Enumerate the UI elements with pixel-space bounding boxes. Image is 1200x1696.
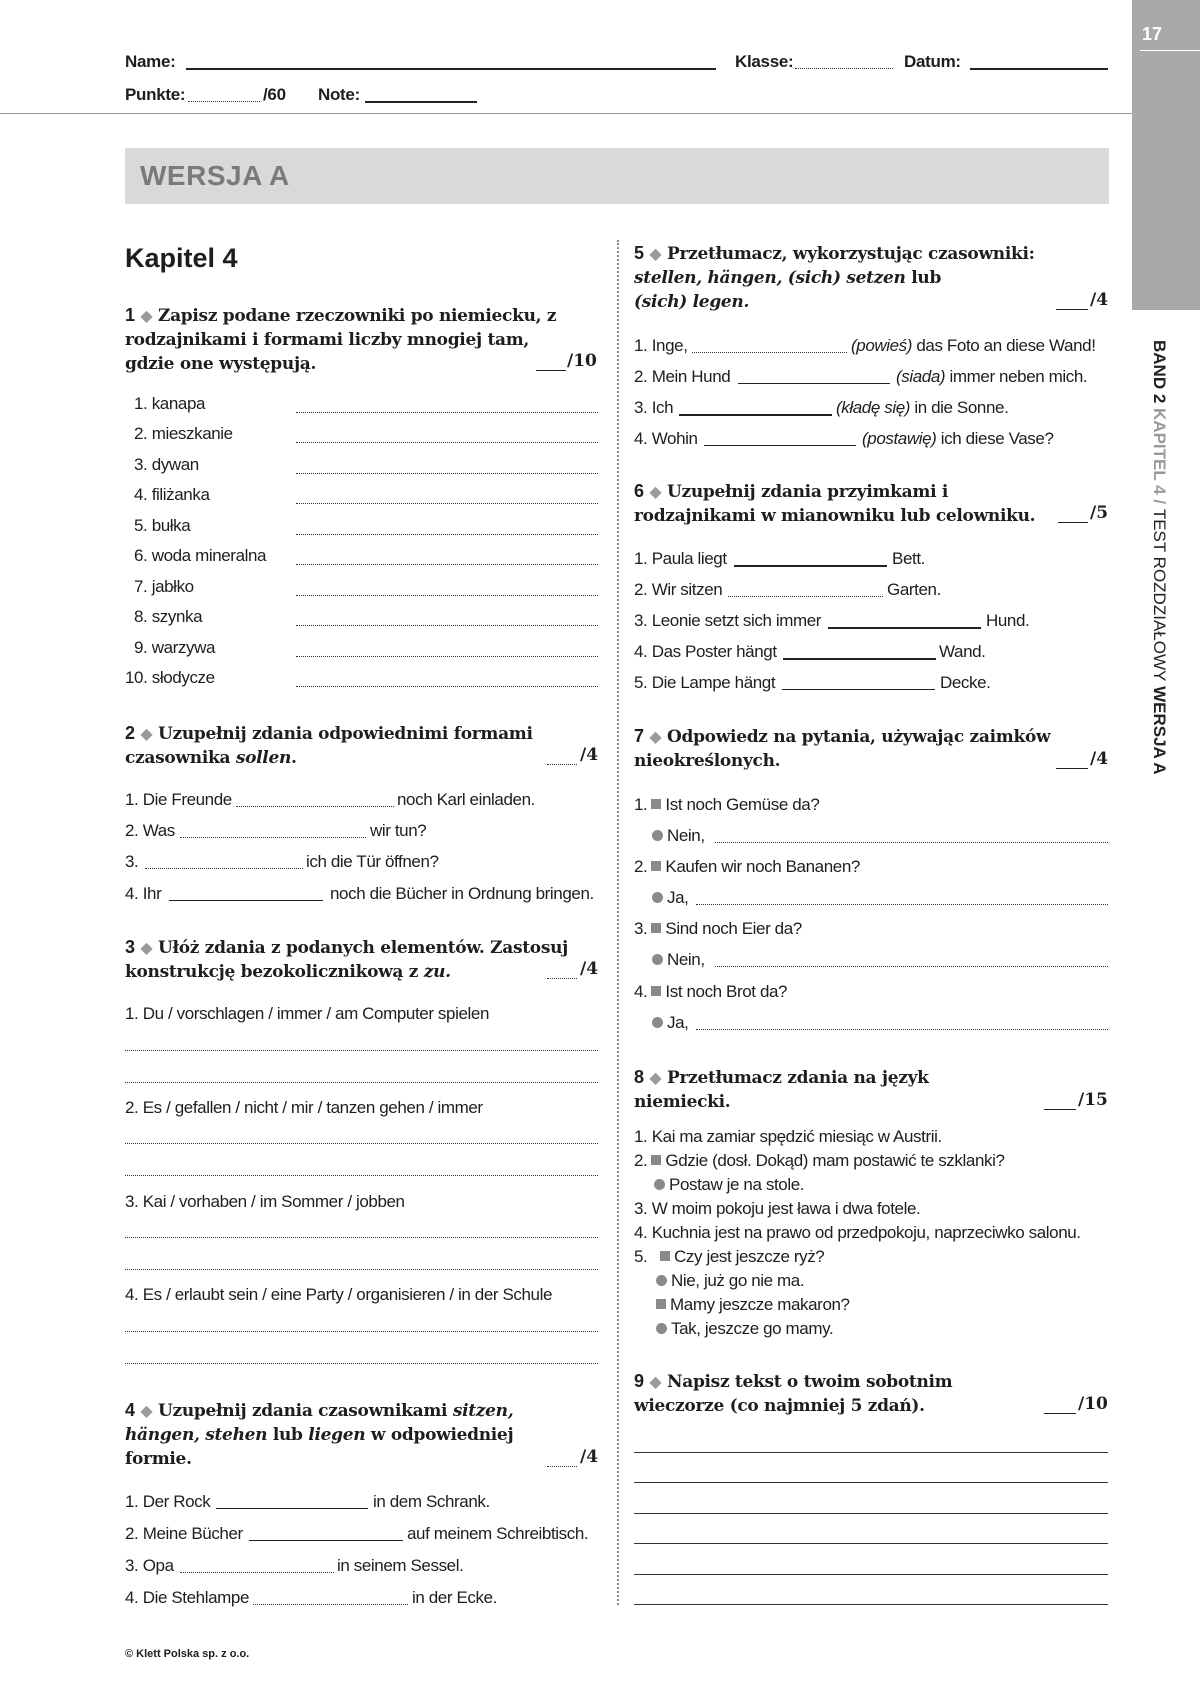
task8-sentence-5b — [652, 1271, 804, 1291]
task8-sentence-5a: Czy jest jeszcze ryż? — [674, 1247, 825, 1266]
square-bullet-icon — [651, 1155, 661, 1165]
answer-line[interactable] — [296, 595, 598, 596]
task5-item-2-b: immer neben mich. — [949, 367, 1088, 386]
task5-item-1-rest — [851, 336, 1096, 356]
task3-text: Ułóż zdania z podanych elementów. Zastosuj konstrukcję bezokolicznikową z — [125, 938, 569, 982]
task6-item-4-a: 4. Das Poster hängt — [634, 642, 777, 661]
list-item: 9. warzywa — [134, 638, 216, 657]
task8-sentence-2-text: Gdzie (dosł. Dokąd) mam postawić te szklanki? — [665, 1151, 1005, 1170]
page-number-rule — [1140, 50, 1200, 51]
task2-verb: sollen — [235, 748, 292, 768]
task1-points-field[interactable] — [536, 370, 566, 371]
answer-line[interactable] — [296, 656, 598, 657]
list-item: 6. woda mineralna — [134, 546, 267, 565]
task4-item-1-b: in dem Schrank. — [373, 1492, 490, 1511]
task2-text: Uzupełnij zdania odpowiednimi formami czasownika — [125, 724, 533, 768]
task5-item-1-b: das Foto an diese Wand! — [916, 336, 1096, 355]
answer-line[interactable] — [783, 658, 936, 660]
answer-line[interactable] — [828, 627, 981, 629]
task9-text: Napisz tekst o twoim sobotnim wieczorze (co najmniej 5 zdań). — [634, 1372, 953, 1416]
task9-heading — [634, 1369, 1034, 1418]
task1-text: Zapisz podane rzeczowniki po niemiecku, z rodzajnikami i formami liczby mnogiej tam, gdzie one występują. — [125, 306, 557, 374]
task5-text-a: Przetłumacz, wykorzystując czasowniki: — [666, 244, 1035, 264]
task5-item-1-a: 1. Inge, — [634, 336, 688, 355]
task6-item-1-a: 1. Paula liegt — [634, 549, 727, 568]
list-item: 7. jabłko — [134, 577, 194, 596]
task3-zu: zu. — [423, 962, 451, 982]
task8-sentence-5 — [634, 1247, 824, 1267]
task3-item-3: 3. Kai / vorhaben / im Sommer / jobben — [125, 1192, 405, 1211]
answer-line[interactable] — [125, 1269, 598, 1270]
task5-points-field[interactable] — [1056, 309, 1088, 310]
answer-line[interactable] — [715, 966, 1108, 967]
punkte-field[interactable] — [188, 101, 260, 102]
klasse-field[interactable] — [795, 68, 893, 69]
circle-bullet-icon — [656, 1323, 667, 1334]
task6-item-5-b: Decke. — [940, 673, 991, 692]
diamond-icon: ◆ — [649, 727, 662, 746]
task7-q2-text: Kaufen wir noch Bananen? — [665, 857, 860, 876]
task7-a1 — [648, 826, 705, 846]
diamond-icon: ◆ — [140, 724, 153, 743]
task4-verbs: sitzen, hängen, stehen — [125, 1401, 514, 1445]
square-bullet-icon — [656, 1299, 666, 1309]
diamond-icon: ◆ — [140, 1401, 153, 1420]
list-item: 1. kanapa — [134, 394, 206, 413]
answer-line[interactable] — [125, 1331, 598, 1332]
task3-item-2: 2. Es / gefallen / nicht / mir / tanzen gehen / immer — [125, 1098, 483, 1117]
task7-q1-number: 1. — [634, 795, 648, 814]
task5-item-2-rest — [896, 367, 1087, 387]
task6-number: 6 — [634, 481, 644, 501]
task4-item-2-b: auf meinem Schreibtisch. — [407, 1524, 589, 1543]
list-item: 5. bułka — [134, 516, 191, 535]
side-kapitel: KAPITEL 4 / — [1150, 408, 1169, 505]
writing-line[interactable] — [634, 1574, 1108, 1575]
task5-item-4-rest — [862, 429, 1054, 449]
task5-item-4-a: 4. Wohin — [634, 429, 698, 448]
task8-sentence-5b-text: Nie, już go nie ma. — [671, 1271, 805, 1290]
answer-line[interactable] — [704, 445, 856, 446]
task4-text-a: Uzupełnij zdania czasownikami — [157, 1401, 448, 1421]
task5-item-4-b: ich diese Vase? — [940, 429, 1054, 448]
list-item: 4. filiżanka — [134, 485, 210, 504]
task7-q4-number: 4. — [634, 982, 648, 1001]
answer-line[interactable] — [692, 352, 847, 353]
task7-heading — [634, 724, 1054, 773]
task7-text: Odpowiedz na pytania, używając zaimków nieokreślonych. — [634, 727, 1051, 771]
answer-line[interactable] — [734, 565, 887, 567]
task3-heading — [125, 935, 585, 984]
task4-item-4-a: 4. Die Stehlampe — [125, 1588, 250, 1607]
header-divider — [0, 113, 1132, 114]
task7-q1-text: Ist noch Gemüse da? — [665, 795, 820, 814]
circle-bullet-icon — [652, 892, 663, 903]
task6-points: /5 — [1090, 503, 1109, 523]
side-band: BAND 2 — [1150, 340, 1169, 404]
task7-a2 — [648, 888, 688, 908]
answer-line[interactable] — [696, 1029, 1108, 1030]
task4-text-e: w odpowiedniej formie. — [125, 1425, 514, 1469]
task2-points: /4 — [580, 745, 599, 765]
task5-item-3-a: 3. Ich — [634, 398, 674, 417]
task4-item-3-a: 3. Opa — [125, 1556, 174, 1575]
task6-item-1-b: Bett. — [892, 549, 925, 568]
answer-line[interactable] — [296, 686, 598, 687]
answer-line[interactable] — [296, 412, 598, 413]
answer-line[interactable] — [296, 534, 598, 535]
task8-text: Przetłumacz zdania na język niemiecki. — [634, 1068, 929, 1112]
task6-heading — [634, 479, 1054, 528]
circle-bullet-icon — [656, 1275, 667, 1286]
page-number: 17 — [1142, 24, 1163, 44]
task2-heading: 2 ◆ Uzupełnij zdania odpowiednimi formami czasownika sollen. — [125, 723, 533, 768]
square-bullet-icon — [660, 1251, 670, 1261]
diamond-icon: ◆ — [649, 482, 662, 501]
version-title: WERSJA A — [140, 160, 290, 191]
circle-bullet-icon — [654, 1179, 665, 1190]
task5-item-3-hint: (kładę się) — [836, 398, 911, 417]
task8-number: 8 — [634, 1067, 644, 1087]
answer-line[interactable] — [180, 1572, 334, 1573]
task3-number: 3 — [125, 937, 135, 957]
answer-line[interactable] — [253, 1604, 408, 1605]
task5-verbs: stellen, hängen, (sich) setzen — [634, 268, 906, 288]
task8-number-5: 5. — [634, 1247, 648, 1266]
task9-points-field[interactable] — [1044, 1413, 1076, 1414]
task4-text-c: lub — [272, 1425, 303, 1445]
task8-sentence-1: 1. Kai ma zamiar spędzić miesiąc w Austrii. — [634, 1127, 942, 1146]
answer-line[interactable] — [696, 904, 1108, 905]
task4-points-field[interactable] — [547, 1466, 577, 1467]
answer-line[interactable] — [236, 806, 394, 807]
task9-number: 9 — [634, 1371, 644, 1391]
task6-text: Uzupełnij zdania przyimkami i rodzajnikami w mianowniku lub celowniku. — [634, 482, 1036, 526]
task8-number-2: 2. — [634, 1151, 648, 1170]
square-bullet-icon — [651, 799, 661, 809]
task1-points: /10 — [567, 351, 597, 371]
diamond-icon: ◆ — [649, 1372, 662, 1391]
side-caption — [1149, 340, 1169, 860]
square-bullet-icon — [651, 923, 661, 933]
answer-line[interactable] — [296, 503, 598, 504]
answer-line[interactable] — [125, 1050, 598, 1051]
task7-q3-number: 3. — [634, 919, 648, 938]
diamond-icon: ◆ — [140, 306, 153, 325]
task3-item-1: 1. Du / vorschlagen / immer / am Computer spielen — [125, 1004, 489, 1023]
answer-line[interactable] — [125, 1237, 598, 1238]
answer-line[interactable] — [296, 564, 598, 565]
task2-item-1-b: noch Karl einladen. — [397, 790, 535, 809]
list-item: 10. słodycze — [125, 668, 215, 687]
answer-line[interactable] — [296, 473, 598, 474]
datum-field[interactable] — [970, 68, 1108, 70]
task6-item-2-a: 2. Wir sitzen — [634, 580, 723, 599]
answer-line[interactable] — [296, 442, 598, 443]
task7-a3 — [648, 950, 705, 970]
task6-item-2-b: Garten. — [887, 580, 941, 599]
copyright: © Klett Polska sp. z o.o. — [125, 1648, 250, 1660]
task5-heading — [634, 241, 1074, 314]
task4-verb-liegen: liegen — [308, 1425, 366, 1445]
task7-a1-text: Nein, — [667, 826, 705, 845]
task2-item-3-b: ich die Tür öffnen? — [306, 852, 439, 871]
task4-item-4-b: in der Ecke. — [412, 1588, 497, 1607]
writing-line[interactable] — [634, 1452, 1108, 1453]
answer-line[interactable] — [216, 1508, 368, 1509]
answer-line[interactable] — [679, 414, 832, 416]
task7-q2 — [634, 857, 860, 877]
klasse-label: Klasse: — [735, 52, 794, 71]
task8-sentence-2a — [650, 1175, 804, 1195]
task6-item-4-b: Wand. — [939, 642, 986, 661]
task6-points-field[interactable] — [1058, 522, 1088, 523]
task5-verb-legen: (sich) legen. — [634, 292, 750, 312]
task6-item-3-b: Hund. — [986, 611, 1030, 630]
task8-sentence-2 — [634, 1151, 1005, 1171]
task1-number: 1 — [125, 305, 135, 325]
datum-label: Datum: — [904, 52, 961, 71]
side-wersja: WERSJA A — [1150, 686, 1169, 775]
answer-line[interactable] — [125, 1143, 598, 1144]
name-label: Name: — [125, 52, 176, 71]
punkte-max: /60 — [263, 85, 286, 104]
note-label: Note: — [318, 85, 360, 104]
task2-item-4-b: noch die Bücher in Ordnung bringen. — [330, 884, 594, 903]
answer-line[interactable] — [169, 900, 323, 901]
task5-item-1-hint: (powieś) — [851, 336, 913, 355]
task7-q4-text: Ist noch Brot da? — [665, 982, 788, 1001]
list-item: 2. mieszkanie — [134, 424, 233, 443]
answer-line[interactable] — [125, 1363, 598, 1364]
task4-item-2-a: 2. Meine Bücher — [125, 1524, 243, 1543]
diamond-icon: ◆ — [140, 938, 153, 957]
answer-line[interactable] — [125, 1082, 598, 1083]
answer-line[interactable] — [249, 1540, 403, 1541]
writing-line[interactable] — [634, 1513, 1108, 1514]
writing-line[interactable] — [634, 1604, 1108, 1605]
task3-points: /4 — [580, 959, 599, 979]
task8-heading — [634, 1065, 1004, 1114]
answer-line[interactable] — [125, 1175, 598, 1176]
task6-item-3-a: 3. Leonie setzt sich immer — [634, 611, 822, 630]
answer-line[interactable] — [728, 596, 883, 597]
task7-q3 — [634, 919, 802, 939]
note-field[interactable] — [365, 101, 477, 103]
answer-line[interactable] — [715, 842, 1108, 843]
task4-heading — [125, 1398, 565, 1471]
square-bullet-icon — [651, 861, 661, 871]
task2-item-4-a: 4. Ihr — [125, 884, 162, 903]
task2-item-1-a: 1. Die Freunde — [125, 790, 232, 809]
task7-q1 — [634, 795, 819, 815]
answer-line[interactable] — [180, 837, 366, 838]
task5-item-4-hint: (postawię) — [862, 429, 937, 448]
answer-line[interactable] — [738, 383, 890, 384]
task5-number: 5 — [634, 243, 644, 263]
task5-item-2-hint: (siada) — [896, 367, 946, 386]
task7-q4 — [634, 982, 787, 1002]
task8-points-field[interactable] — [1044, 1109, 1076, 1110]
task4-number: 4 — [125, 1400, 135, 1420]
writing-line[interactable] — [634, 1543, 1108, 1544]
task3-points-field[interactable] — [547, 978, 577, 979]
task6-item-5-a: 5. Die Lampe hängt — [634, 673, 776, 692]
task5-points: /4 — [1090, 290, 1109, 310]
list-item: 3. dywan — [134, 455, 199, 474]
task7-q3-text: Sind noch Eier da? — [665, 919, 802, 938]
task8-sentence-5c-text: Mamy jeszcze makaron? — [670, 1295, 850, 1314]
circle-bullet-icon — [652, 1017, 663, 1028]
chapter-title: Kapitel 4 — [125, 243, 238, 273]
diamond-icon: ◆ — [649, 244, 662, 263]
task8-sentence-5d-text: Tak, jeszcze go mamy. — [671, 1319, 834, 1338]
task7-a2-text: Ja, — [667, 888, 689, 907]
task5-item-3-b: in die Sonne. — [914, 398, 1009, 417]
diamond-icon: ◆ — [649, 1068, 662, 1087]
side-tab — [1132, 0, 1200, 310]
task8-sentence-5d — [652, 1319, 833, 1339]
task5-text-c: lub — [911, 268, 942, 288]
task7-points: /4 — [1090, 749, 1109, 769]
square-bullet-icon — [651, 986, 661, 996]
task3-item-4: 4. Es / erlaubt sein / eine Party / organisieren / in der Schule — [125, 1285, 553, 1304]
list-item: 8. szynka — [134, 607, 203, 626]
task4-points: /4 — [580, 1447, 599, 1467]
task7-points-field[interactable] — [1056, 768, 1088, 769]
task8-points: /15 — [1078, 1090, 1108, 1110]
task8-sentence-4: 4. Kuchnia jest na prawo od przedpokoju, naprzeciwko salonu. — [634, 1223, 1081, 1242]
task2-number: 2 — [125, 723, 135, 743]
task7-number: 7 — [634, 726, 644, 746]
task5-item-3-rest — [836, 398, 1008, 418]
circle-bullet-icon — [652, 830, 663, 841]
task5-item-2-a: 2. Mein Hund — [634, 367, 731, 386]
task9-points: /10 — [1078, 1394, 1108, 1414]
task2-item-3-a: 3. — [125, 852, 139, 871]
task7-a3-text: Nein, — [667, 950, 705, 969]
task8-sentence-3: 3. W moim pokoju jest ława i dwa fotele. — [634, 1199, 921, 1218]
task8-sentence-2a-text: Postaw je na stole. — [669, 1175, 805, 1194]
writing-line[interactable] — [634, 1482, 1108, 1483]
circle-bullet-icon — [652, 954, 663, 965]
answer-line[interactable] — [782, 689, 935, 690]
task8-sentence-5c — [652, 1295, 850, 1315]
answer-line[interactable] — [145, 868, 303, 869]
task2-item-2-a: 2. Was — [125, 821, 175, 840]
column-divider — [617, 240, 619, 1605]
task4-item-1-a: 1. Der Rock — [125, 1492, 211, 1511]
task2-item-2-b: wir tun? — [370, 821, 427, 840]
punkte-label: Punkte: — [125, 85, 186, 104]
task4-item-3-b: in seinem Sessel. — [337, 1556, 464, 1575]
task7-a4-text: Ja, — [667, 1013, 689, 1032]
task2-points-field[interactable] — [547, 764, 577, 765]
answer-line[interactable] — [296, 625, 598, 626]
name-field[interactable] — [186, 68, 716, 70]
task7-a4 — [648, 1013, 688, 1033]
side-test: TEST ROZDZIAŁOWY — [1150, 508, 1169, 682]
task7-q2-number: 2. — [634, 857, 648, 876]
task1-heading — [125, 303, 575, 376]
